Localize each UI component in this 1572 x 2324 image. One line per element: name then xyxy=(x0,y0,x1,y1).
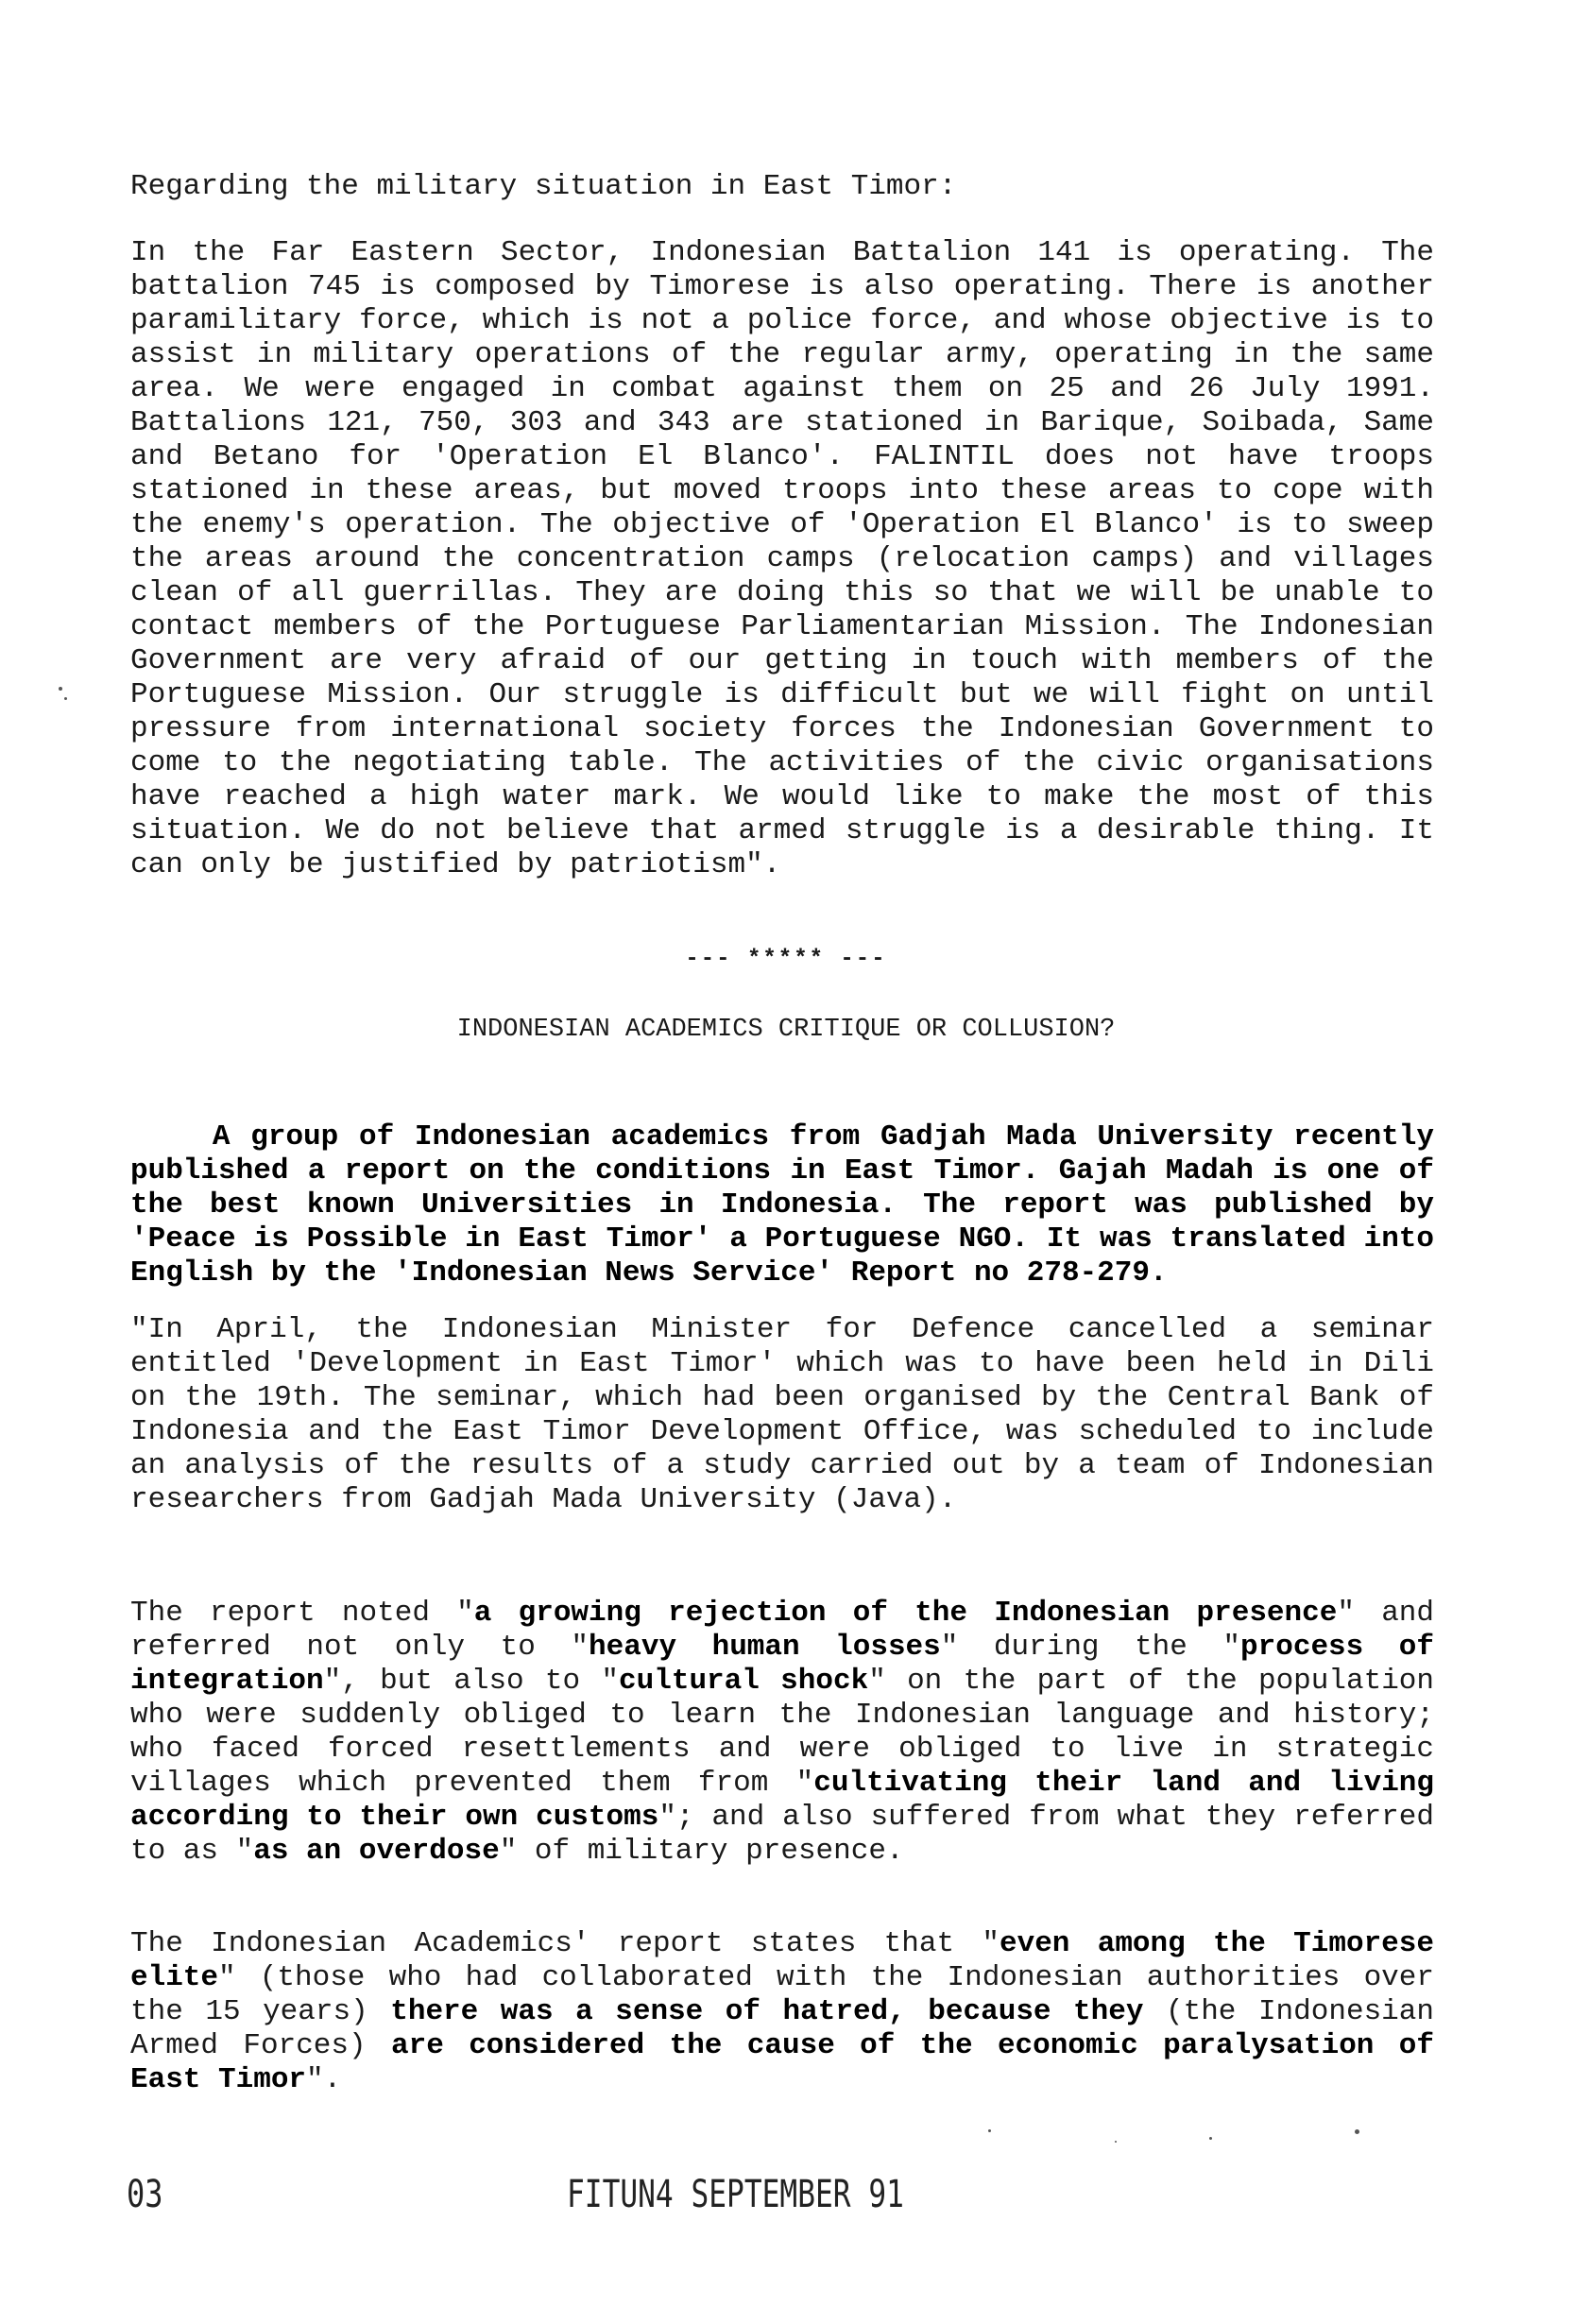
p4-text-4: ", but also to " xyxy=(323,1665,620,1698)
scan-speck xyxy=(1355,2129,1359,2134)
paragraph-report-noted xyxy=(130,1597,1452,1869)
scan-speck xyxy=(64,697,67,700)
page-number: 03 xyxy=(127,2173,163,2216)
p5-bold-1: even among the Timorese elite xyxy=(130,1927,1452,1994)
section-title: INDONESIAN ACADEMICS CRITIQUE OR COLLUSION? xyxy=(456,1016,1116,1044)
scan-speck xyxy=(1115,2141,1117,2143)
scan-speck xyxy=(59,687,62,691)
paragraph-academics-intro-text: A group of Indonesian academics from Gadjah Mada University recently published a report on the conditions in East Timor. Gajah Madah is one of the best known Universities in Indonesia. The report was published by 'Peace is Possible in East Timor' a Portuguese NGO. It was translated into English by the 'Indonesian News Service' Report no 278-279. xyxy=(130,1120,1452,1290)
p5-bold-2: there was a sense of hatred, because they xyxy=(390,1995,1144,2028)
p4-bold-5: cultivating their land and living according to their own customs xyxy=(130,1767,1452,1834)
p4-bold-6: as an overdose xyxy=(253,1835,500,1868)
publication-footer: FITUN4 SEPTEMBER 91 xyxy=(567,2173,904,2216)
separator: --- ***** --- xyxy=(685,947,887,972)
p5-text-3: (the Indonesian Armed Forces) xyxy=(130,1995,1452,2062)
paragraph-academics-report xyxy=(130,1927,1452,2097)
p4-bold-2: heavy human losses xyxy=(589,1631,941,1664)
p4-text-3: " during the " xyxy=(940,1631,1241,1664)
paragraph-seminar: "In April, the Indonesian Minister for Defence cancelled a seminar entitled 'Development in East Timor' which was to have been held in Dili on the 19th. The seminar, which had been organised by the Central Bank of Indonesia and the East Timor Development Office, was scheduled to include an analysis of the results of a study carried out by a team of Indonesian researchers from Gadjah Mada University (Java). xyxy=(130,1313,1452,1516)
p4-bold-4: cultural shock xyxy=(619,1665,869,1698)
scan-speck xyxy=(1209,2137,1212,2140)
p4-bold-3: process of integration xyxy=(130,1631,1452,1698)
p4-bold-1: a growing rejection of the Indonesian presence xyxy=(473,1597,1338,1630)
p4-text-7: " of military presence. xyxy=(499,1835,904,1868)
paragraph-military-situation: In the Far Eastern Sector, Indonesian Battalion 141 is operating. The battalion 745 is composed by Timorese is also operating. There is another paramilitary force, which is not a police force, and whose objective is to assist in military operations of the regular army, operating in the same area. We were engaged in combat against them on 25 and 26 July 1991. Battalions 121, 750, 303 and 343 are stationed in Barique, Soibada, Same and Betano for 'Operation El Blanco'. FALINTIL does not have troops stationed in these areas, but moved troops into these areas to cope with the enemy's operation. The objective of 'Operation El Blanco' is to sweep the areas around the concentration camps (relocation camps) and villages clean of all guerrillas. They are doing this so that we will be unable to contact members of the Portuguese Parliamentarian Mission. The Indonesian Government are very afraid of our getting in touch with members of the Portuguese Mission. Our struggle is difficult but we will fight on until pressure from international society forces the Indonesian Government to come to the negotiating table. The activities of the civic organisations have reached a high water mark. We would like to make the most of this situation. We do not believe that armed struggle is a desirable thing. It can only be justified by patriotism". xyxy=(130,236,1452,881)
paragraph-academics-intro xyxy=(130,1086,1452,1324)
scan-speck xyxy=(988,2129,991,2132)
p4-text-1: The report noted " xyxy=(130,1597,474,1630)
p4-text-2: " and referred not only to " xyxy=(130,1597,1452,1664)
p5-text-1: The Indonesian Academics' report states that " xyxy=(130,1927,1000,1960)
p4-text-6: "; and also suffered from what they referred to as " xyxy=(130,1801,1452,1868)
p4-text-5: " on the part of the population who were suddenly obliged to learn the Indonesian language and history; who faced forced resettlements and were obliged to live in strategic villages which prevented them from " xyxy=(130,1665,1452,1800)
heading: Regarding the military situation in East Timor: xyxy=(130,170,957,203)
p5-text-4: ". xyxy=(306,2063,342,2096)
p5-bold-3: are considered the cause of the economic paralysation of East Timor xyxy=(130,2029,1452,2096)
p5-text-2: " (those who had collaborated with the Indonesian authorities over the 15 years) xyxy=(130,1961,1452,2028)
